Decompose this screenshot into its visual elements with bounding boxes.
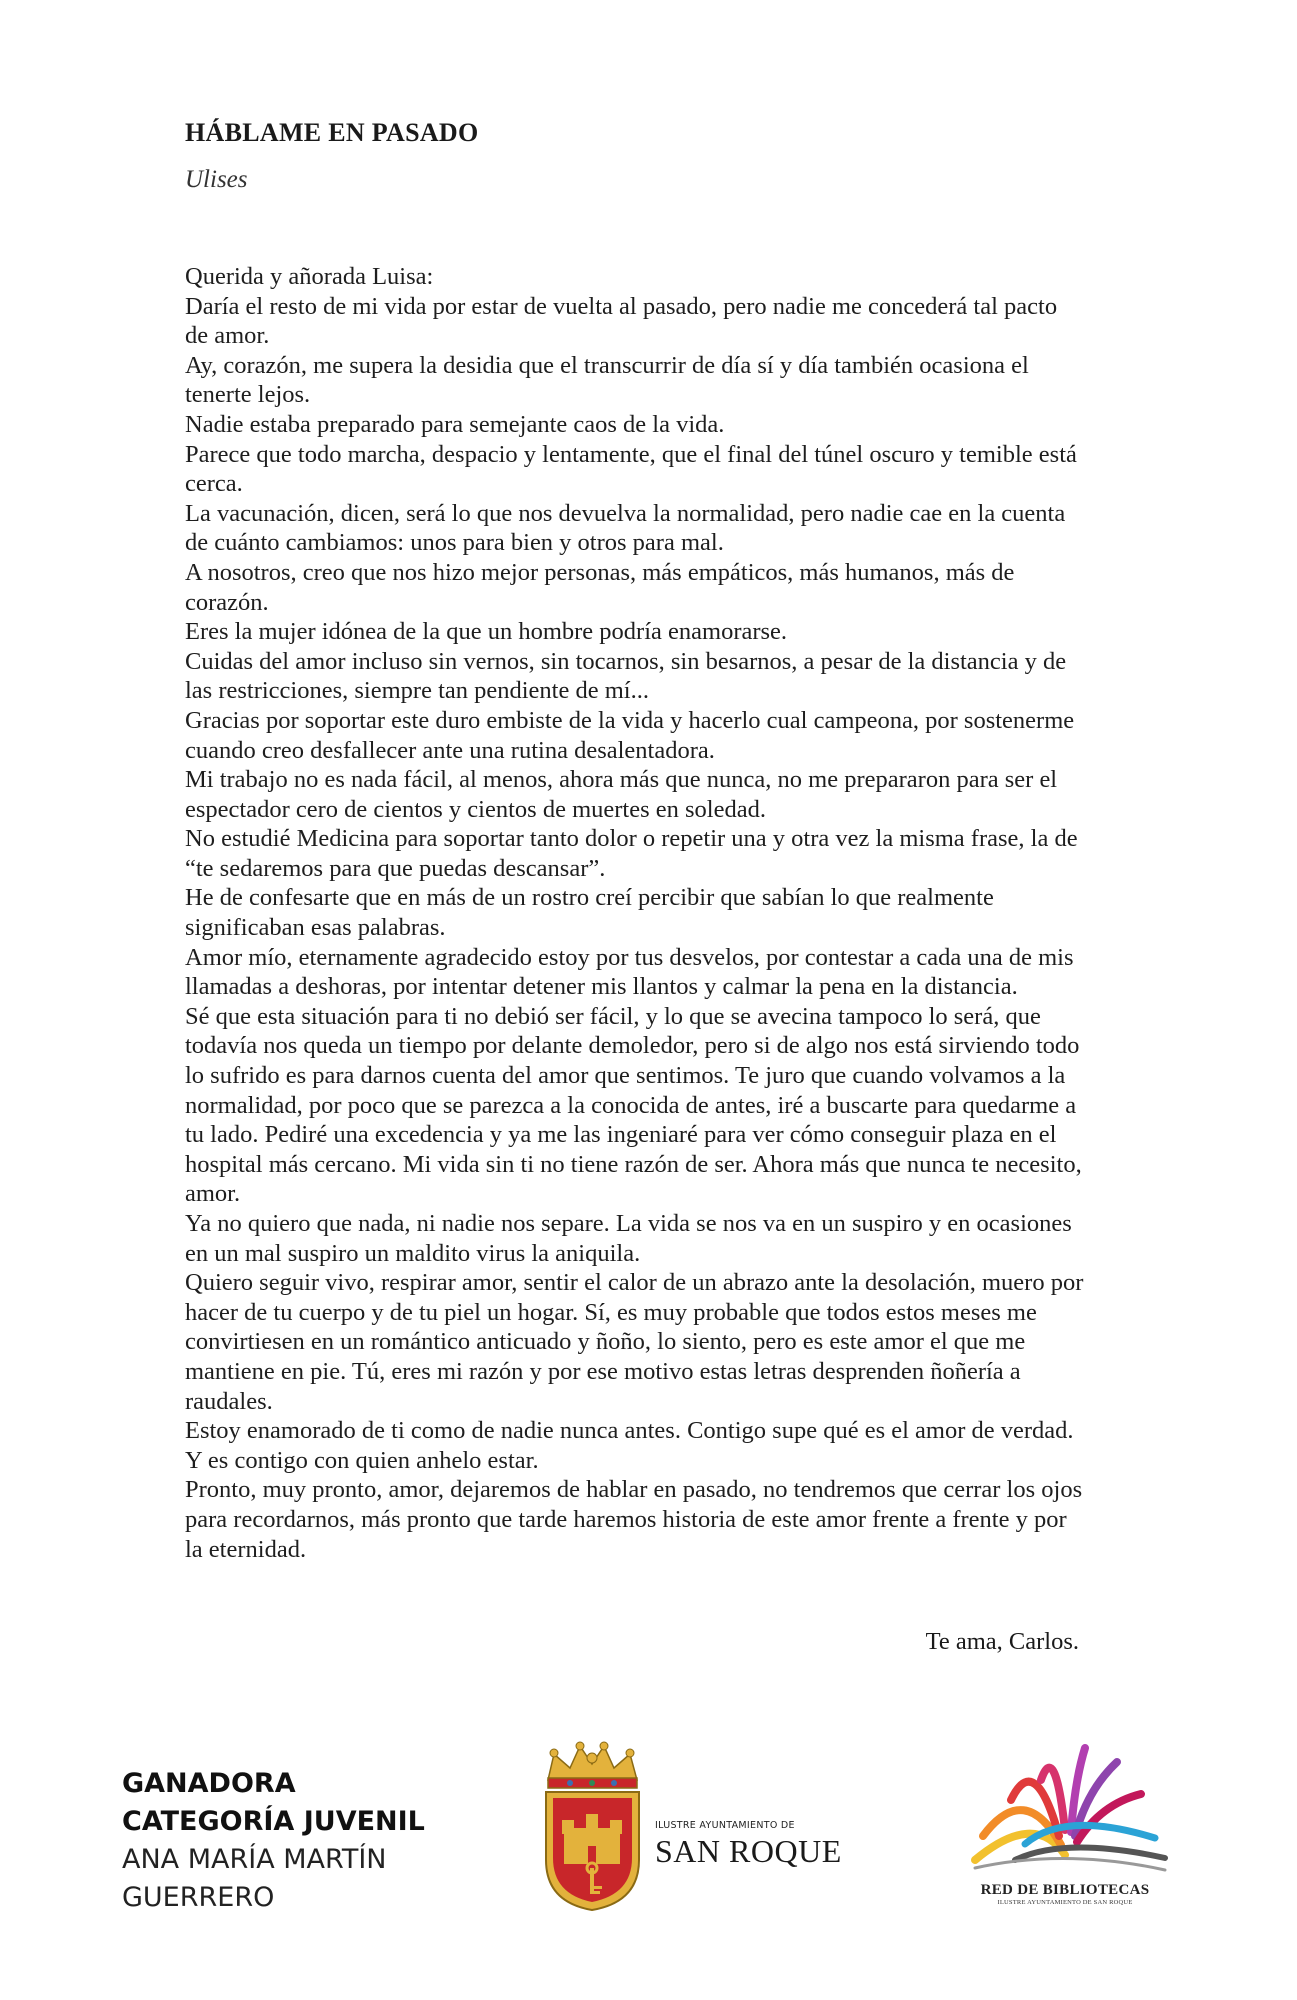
paragraph: Ay, corazón, me supera la desidia que el transcurrir de día sí y día también ocasiona el tenerte lejos. (185, 351, 1029, 409)
letter-title: HÁBLAME EN PASADO (185, 118, 479, 147)
paragraph: Parece que todo marcha, despacio y lentamente, que el final del túnel oscuro y temible está cerca. (185, 440, 1077, 498)
san-roque-crest-icon (540, 1740, 645, 1912)
paragraph: Cuidas del amor incluso sin vernos, sin tocarnos, sin besarnos, a pesar de la distancia y de las restricciones, siempre tan pendiente de mí... (185, 647, 1067, 705)
winner-surname: GUERRERO (122, 1882, 275, 1913)
category-label: CATEGORÍA JUVENIL (122, 1806, 425, 1837)
san-roque-logo-text (655, 1820, 842, 1870)
paragraph: Quiero seguir vivo, respirar amor, sentir el calor de un abrazo ante la desolación, muero por hacer de tu cuerpo y de tu piel un hogar. Sí, es muy probable que todos estos meses me convirtiesen en un romántico anticuado y ñoño, lo siento, pero es este amor el que me mantiene en pie. Tú, eres mi razón y por ese motivo estas letras desprenden ñoñería a raudales. (185, 1269, 1084, 1415)
paragraph: Daría el resto de mi vida por estar de vuelta al pasado, pero nadie me concederá tal pacto de amor. (185, 292, 1058, 350)
paragraph: Estoy enamorado de ti como de nadie nunca antes. Contigo supe qué es el amor de verdad. Y es contigo con quien anhelo estar. (185, 1417, 1074, 1474)
paragraph: Eres la mujer idónea de la que un hombre podría enamorarse. (185, 618, 788, 646)
paragraph: Gracias por soportar este duro embiste de la vida y hacerlo cual campeona, por sostenerme cuando creo desfallecer ante una rutina desalentadora. (185, 706, 1075, 764)
paragraph: La vacunación, dicen, será lo que nos devuelva la normalidad, pero nadie cae en la cuenta de cuánto cambiamos: unos para bien y otros para mal. (185, 499, 1066, 557)
winner-label: GANADORA (122, 1768, 296, 1799)
paragraph: Querida y añorada Luisa: (185, 263, 434, 290)
library-network-logo-text (955, 1882, 1175, 1906)
letter-signature: Te ama, Carlos. (925, 1628, 1079, 1655)
paragraph: A nosotros, creo que nos hizo mejor personas, más empáticos, más humanos, más de corazón. (185, 558, 1015, 616)
paragraph: He de confesarte que en más de un rostro creí percibir que sabían lo que realmente significaban esas palabras. (185, 884, 994, 942)
winner-credit (122, 1765, 425, 1917)
library-network-logo-icon (955, 1740, 1175, 1880)
library-network-subtitle: ILUSTRE AYUNTAMIENTO DE SAN ROQUE (997, 1899, 1133, 1906)
paragraph: Mi trabajo no es nada fácil, al menos, ahora más que nunca, no me prepararon para ser el espectador cero de cientos y cientos de muertes en soledad. (185, 766, 1058, 823)
paragraph: Pronto, muy pronto, amor, dejaremos de hablar en pasado, no tendremos que cerrar los ojos para recordarnos, más pronto que tarde haremos historia de este amor frente a frente y por la eternidad. (185, 1476, 1083, 1563)
logo-big-text: SAN ROQUE (655, 1833, 842, 1869)
paragraph: Nadie estaba preparado para semejante caos de la vida. (185, 410, 725, 438)
paragraph: Amor mío, eternamente agradecido estoy por tus desvelos, por contestar a cada una de mis llamadas a deshoras, por intentar detener mis llantos y calmar la pena en la distancia. (185, 943, 1074, 1001)
winner-name: ANA MARÍA MARTÍN (122, 1844, 387, 1875)
logo-small-text: ILUSTRE AYUNTAMIENTO DE (655, 1820, 795, 1831)
letter-body (185, 262, 1085, 1564)
paragraph: Ya no quiero que nada, ni nadie nos separe. La vida se nos va en un suspiro y en ocasiones en un mal suspiro un maldito virus la aniquila. (185, 1210, 1072, 1267)
library-network-name: RED DE BIBLIOTECAS (980, 1882, 1150, 1898)
paragraph: No estudié Medicina para soportar tanto dolor o repetir una y otra vez la misma frase, la de “te sedaremos para que puedas descansar”. (185, 825, 1078, 882)
paragraph: Sé que esta situación para ti no debió ser fácil, y lo que se avecina tampoco lo será, que todavía nos queda un tiempo por delante demoledor, pero si de algo nos está sirviendo todo lo sufrido es para darnos cuenta del amor que sentimos. Te juro que cuando volvamos a la normalidad, por poco que se parezca a la conocida de antes, iré a buscarte para quedarme a tu lado. Pediré una excedencia y ya me las ingeniaré para ver cómo conseguir plaza en el hospital más cercano. Mi vida sin ti no tiene razón de ser. Ahora más que nunca te necesito, amor. (185, 1002, 1082, 1208)
letter-author: Ulises (185, 166, 248, 193)
